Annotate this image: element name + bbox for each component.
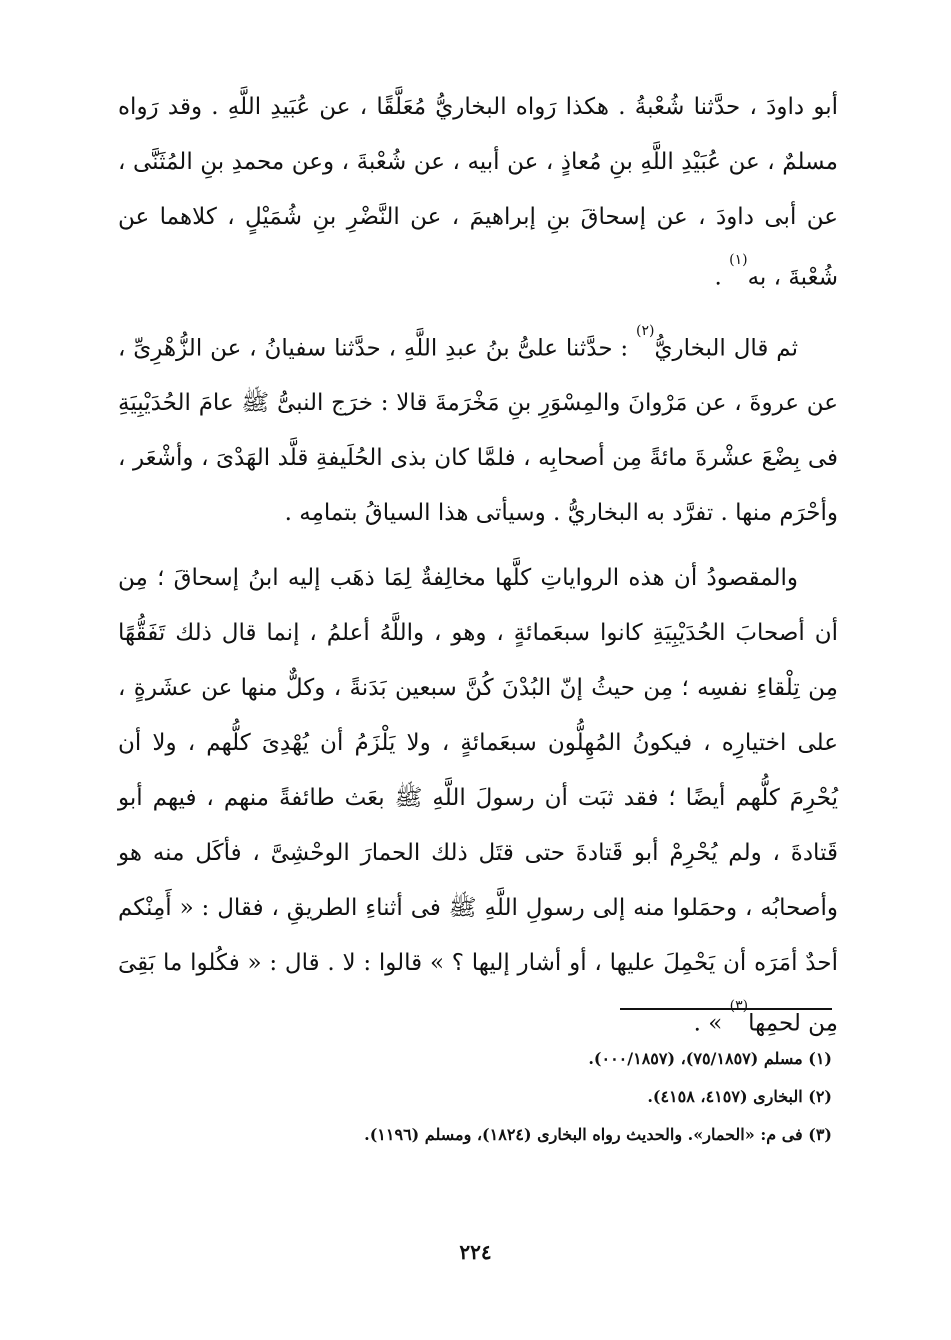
paragraph-1-text: أبو داودَ ، حدَّثنا شُعْبةُ . هكذا رَواه البخاريُّ مُعَلَّقًا ، عن عُبَيدِ اللَّهِ . وقد رَواه مسلمٌ ، عن عُبَيْدِ اللَّهِ بنِ مُعاذٍ ، عن أبيه ، عن شُعْبةَ ، وعن محمدِ بنِ المُثَنَّى ، عن أبى داودَ ، عن إسحاقَ بنِ إبراهيمَ ، عن النَّضْرِ بنِ شُمَيْلٍ ، كلاهما عن شُعْبةَ ، به — [118, 94, 838, 291]
page-number: ٢٢٤ — [459, 1240, 492, 1264]
footnote-divider — [620, 1008, 832, 1010]
paragraph-1 — [118, 80, 838, 306]
paragraph-2-text: : حدَّثنا علىُّ بنُ عبدِ اللَّهِ ، حدَّثنا سفيانُ ، عن الزُّهْرِىِّ ، عن عروةَ ، عن مَرْوانَ والمِسْوَرِ بنِ مَخْرَمةَ قالا : خرَج النبىُّ ﷺ عامَ الحُدَيْبِيَةِ فى بِضْعَ عشْرةَ مائةً مِن أصحابِه ، فلمَّا كان بذى الحُلَيفةِ قلَّد الهَدْىَ ، وأشْعَر ، وأحْرَم منها . تفرَّد به البخاريُّ . وسيأتى هذا السياقُ بتمامِه . — [118, 335, 838, 527]
paragraph-1-end: . — [714, 264, 730, 291]
footnotes — [250, 1040, 832, 1154]
paragraph-3 — [118, 551, 838, 1052]
footnote-3: (٣) فى م: «الحمار». والحديث رواه البخارى (١٨٢٤)، ومسلم (١١٩٦). — [364, 1125, 832, 1144]
paragraph-2-start: ثم قال البخاريُّ — [654, 335, 798, 362]
paragraph-3-text: والمقصودُ أن هذه الرواياتِ كلَّها مخالِفةٌ لِمَا ذهَب إليه ابنُ إسحاقَ ؛ مِن أن أصحابَ الحُدَيْبِيَةِ كانوا سبعَمائةٍ ، وهو ، واللَّهُ أعلمُ ، إنما قال ذلك تَفَقُّهًا مِن تِلْقاءِ نفسِه ؛ مِن حيثُ إنّ البُدْنَ كُنَّ سبعين بَدَنةً ، وكلٌّ منها عن عشَرةٍ ، على اختيارِه ، فيكونُ المُهِلُّون سبعَمائةٍ ، ولا يَلْزَمُ أن يُهْدِىَ كلُّهم ، ولا أن يُحْرِمَ كلُّهم أيضًا ؛ فقد ثبَت أن رسولَ اللَّهِ ﷺ بعَث طائفةً منهم ، فيهم أبو قَتادةَ ، ولم يُحْرِمْ أبو قَتادةَ حتى قتَل ذلك الحمارَ الوحْشِىَّ ، فأكَل منه هو وأصحابُه ، وحمَلوا منه إلى رسولِ اللَّهِ ﷺ فى أثناءِ الطريقِ ، فقال : « أَمِنْكم أحدٌ أمَرَه أن يَحْمِلَ عليها ، أو أشار إليها ؟ » قالوا : لا . قال : « فكُلوا ما بَقِىَ مِن لحمِها — [118, 565, 838, 1037]
footnote-1: (١) مسلم (٧٥/١٨٥٧)، (٠٠٠/١٨٥٧). — [588, 1049, 832, 1068]
main-text — [118, 80, 838, 1052]
paragraph-3-end: » . — [693, 1010, 730, 1037]
paragraph-2 — [118, 316, 838, 542]
footnote-ref-1[interactable]: (١) — [729, 252, 748, 268]
footnote-2: (٢) البخارى (٤١٥٧، ٤١٥٨). — [647, 1087, 832, 1106]
footnote-ref-2[interactable]: (٢) — [636, 322, 655, 339]
footnote-ref-3[interactable]: (٣) — [729, 998, 749, 1015]
